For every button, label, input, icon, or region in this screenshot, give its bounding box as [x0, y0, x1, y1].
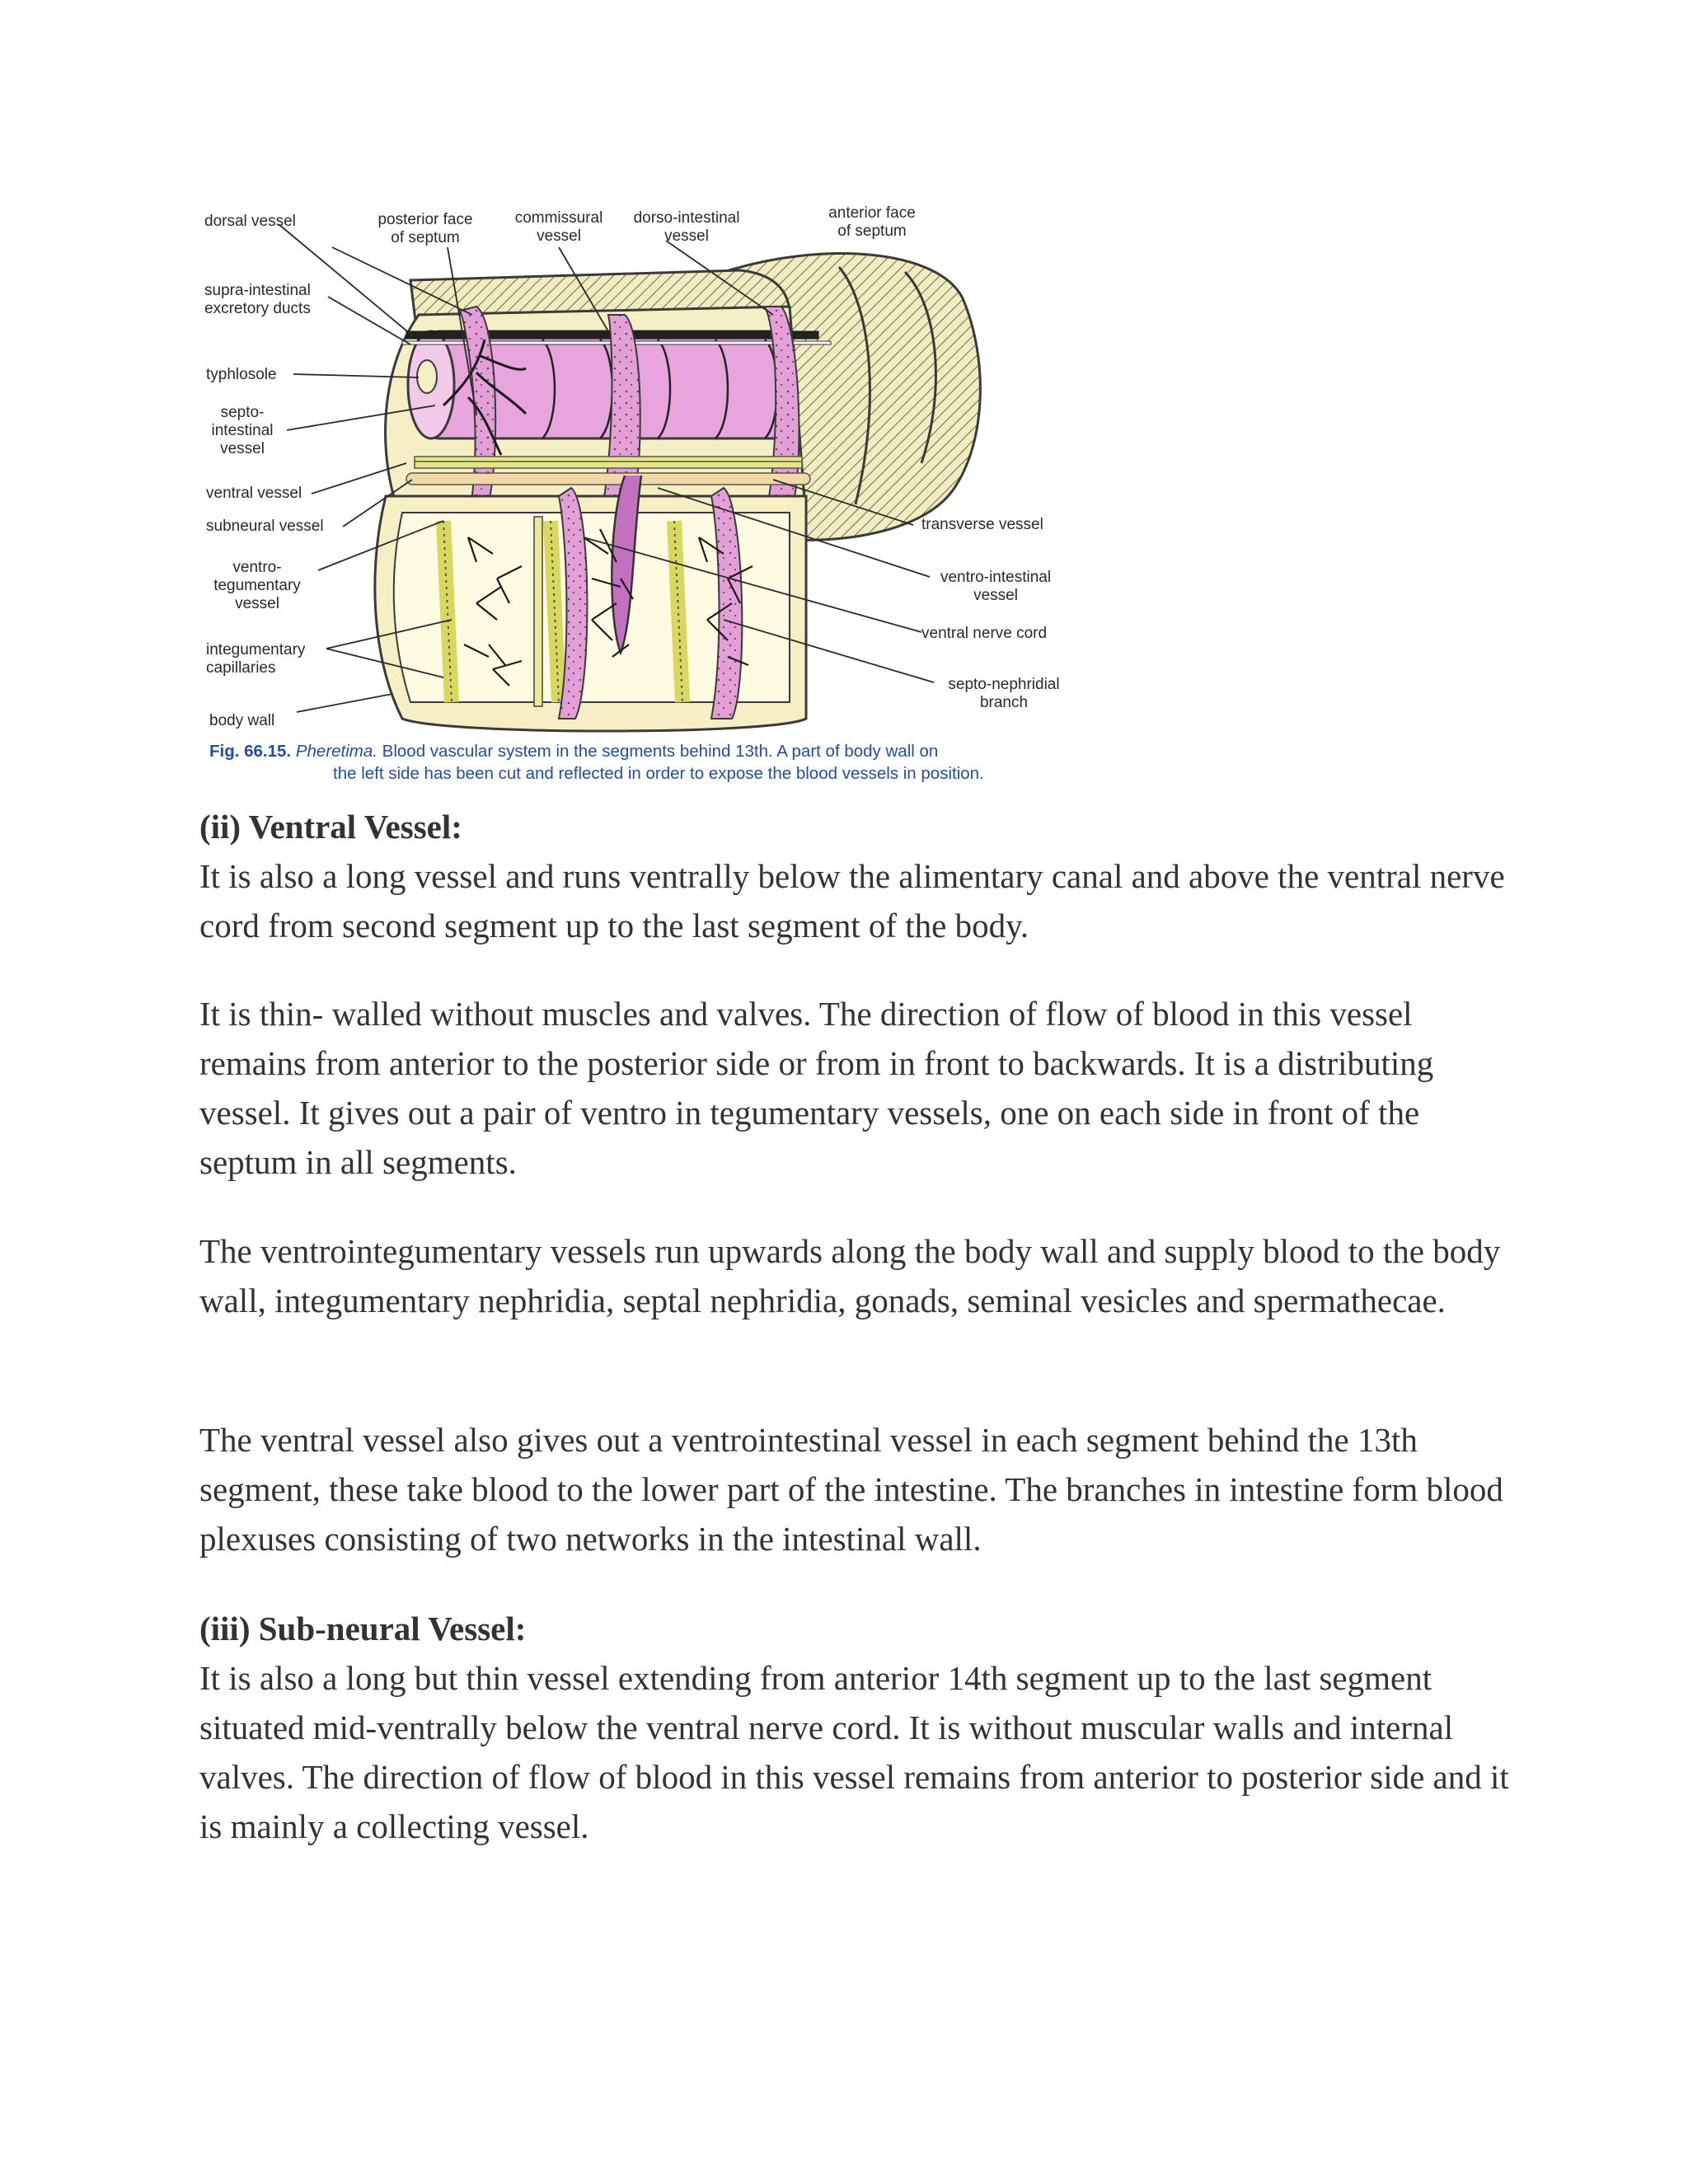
- paragraph-ventral-intro: It is also a long vessel and runs ventrally below the alimentary canal and above the ventral nerve cord from second segment up to the last segment of the body.: [199, 857, 1505, 944]
- heading-ventral-vessel: (ii) Ventral Vessel:: [199, 808, 462, 846]
- figure-caption: [209, 740, 1108, 785]
- label-septo-nephridial: septo-nephridial branch: [948, 676, 1060, 711]
- caption-figure-number: Fig. 66.15.: [209, 742, 292, 761]
- caption-line-2: the left side has been cut and reflected in order to expose the blood vessels in position.: [333, 764, 984, 783]
- subneural-vessel: [406, 473, 810, 485]
- label-transverse-vessel: transverse vessel: [921, 516, 1043, 533]
- label-typhlosole: typhlosole: [206, 366, 277, 383]
- label-anterior-face: anterior face of septum: [828, 204, 916, 240]
- paragraph-ventral-wall: It is thin- walled without muscles and valves. The direction of flow of blood in this vessel remains from anterior to the posterior side or from in front to backwards. It is a distributing vessel. It gives out a pair of ventro in tegumentary vessels, one on each side in front of the septum in all segments.: [199, 995, 1434, 1181]
- label-ventral-vessel: ventral vessel: [206, 485, 302, 502]
- label-body-wall: body wall: [209, 712, 275, 729]
- paragraph-ventrointestinal: The ventral vessel also gives out a ventrointestinal vessel in each segment behind the 13th segment, these take blood to the lower part of the intestine. The branches in intestine form blood plexuses consisting of two networks in the intestinal wall.: [199, 1421, 1503, 1558]
- intestine: [408, 331, 794, 438]
- label-commissural-vessel: commissural vessel: [514, 209, 603, 245]
- ventral-vessel: [415, 457, 802, 468]
- ventral-nerve-cord: [534, 517, 542, 706]
- label-posterior-face: posterior face of septum: [377, 211, 473, 246]
- label-dorso-intestinal: dorso-intestinal vessel: [633, 209, 740, 245]
- anatomy-figure: [196, 191, 1111, 801]
- label-integumentary-capillaries: integumentary capillaries: [206, 641, 306, 677]
- label-ventro-intestinal: ventro-intestinal vessel: [940, 569, 1052, 604]
- label-ventro-tegumentary: ventro- tegumentary vessel: [213, 559, 301, 612]
- caption-genus: Pheretima.: [295, 742, 377, 761]
- paragraph-subneural: It is also a long but thin vessel extending from anterior 14th segment up to the last segment situated mid-ventrally below the ventral nerve cord. It is without muscular walls and internal valves. The direction of flow of blood in this vessel remains from anterior to posterior side and it is mainly a collecting vessel.: [199, 1659, 1509, 1845]
- paragraph-ventrointegumentary: The ventrointegumentary vessels run upwards along the body wall and supply blood to the body wall, integumentary nephridia, septal nephridia, gonads, seminal vesicles and spermathecae.: [199, 1232, 1501, 1319]
- heading-subneural-vessel: (iii) Sub-neural Vessel:: [199, 1610, 527, 1647]
- caption-line-1: Blood vascular system in the segments behind 13th. A part of body wall on: [377, 742, 939, 761]
- label-dorsal-vessel: dorsal vessel: [204, 213, 296, 230]
- label-septo-intestinal: septo- intestinal vessel: [211, 404, 274, 457]
- label-ventral-nerve-cord: ventral nerve cord: [921, 625, 1048, 642]
- label-subneural-vessel: subneural vessel: [206, 518, 324, 535]
- label-supra-intestinal: supra-intestinal excretory ducts: [204, 282, 311, 317]
